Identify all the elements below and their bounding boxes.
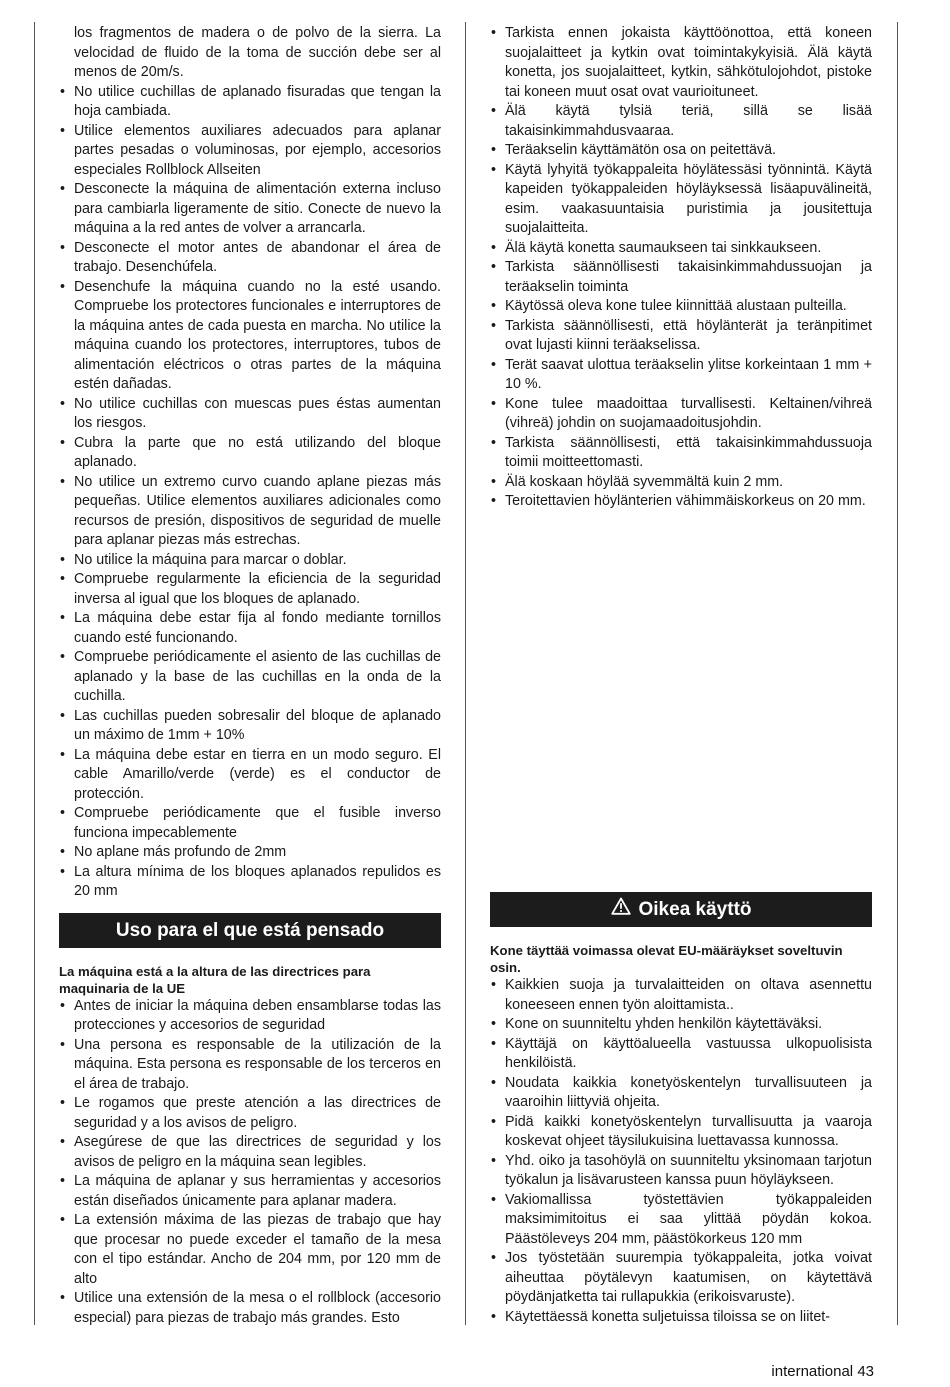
list-item: • Compruebe periódicamente que el fusible inverso funciona impecablemente: [59, 804, 441, 843]
list-item: • Una persona es responsable de la utilización de la máquina. Esta persona es responsable de los terceros en el área de trabajo.: [59, 1036, 441, 1095]
list-item: • Älä käytä konetta saumaukseen tai sinkkaukseen.: [490, 239, 872, 259]
section-heading-text: Uso para el que está pensado: [115, 919, 385, 941]
list-item: • Tarkista säännöllisesti, että takaisinkimmahdussuoja toimii moitteettomasti.: [490, 434, 872, 473]
bullet-list: [59, 83, 441, 902]
section-subheading: Kone täyttää voimassa olevat EU-määräykset soveltuvin osin.: [490, 943, 843, 975]
page-footer: [771, 1363, 874, 1380]
right-margin-rule: [897, 22, 898, 1325]
list-item: • Utilice una extensión de la mesa o el rollblock (accesorio especial) para piezas de trabajo más grandes. Esto: [59, 1289, 441, 1328]
list-item: • Las cuchillas pueden sobresalir del bloque de aplanado un máximo de 1mm + 10%: [59, 707, 441, 746]
section-heading: [490, 892, 872, 927]
list-item: • La máquina de aplanar y sus herramientas y accesorios están diseñados únicamente para aplanar madera.: [59, 1172, 441, 1211]
list-item: • Desconecte el motor antes de abandonar el área de trabajo. Desenchúfela.: [59, 239, 441, 278]
list-item: • Teroitettavien höylänterien vähimmäiskorkeus on 20 mm.: [490, 492, 872, 512]
list-item: • Kaikkien suoja ja turvalaitteiden on oltava asennettu koneeseen ennen työn aloittamista..: [490, 976, 872, 1015]
list-item: • Tarkista säännöllisesti takaisinkimmahdussuojan ja teräakselin toiminta: [490, 258, 872, 297]
list-item: • Jos työstetään suurempia työkappaleita, jotka voivat aiheuttaa pöytälevyn kaatumisen, on käytettävä pöydänjatketta tai rullapukkia (erikoisvaruste).: [490, 1249, 872, 1308]
list-item: • Desenchufe la máquina cuando no la esté usando. Compruebe los protectores funcionales e interruptores de la máquina antes de cada puesta en marcha. No utilice la máquina cuando los protectores, interruptores, tubos de alimentación eléctricos o otras partes de la máquina estén dañadas.: [59, 278, 441, 395]
bullet-list: [490, 976, 872, 1327]
left-column: [59, 24, 441, 1328]
list-item: • Pidä kaikki konetyöskentelyn turvallisuutta ja vaaroja koskevat ohjeet täysilukuisina luettavassa kunnossa.: [490, 1113, 872, 1152]
bullet-list: [490, 24, 872, 512]
list-item: • No utilice un extremo curvo cuando aplane piezas más pequeñas. Utilice elementos auxiliares adicionales como recursos de presión, dispositivos de seguridad de muelle para aplanar piezas más estrechas.: [59, 473, 441, 551]
list-item: • No utilice la máquina para marcar o doblar.: [59, 551, 441, 571]
list-item: • Asegúrese de que las directrices de seguridad y los avisos de peligro en la máquina sean legibles.: [59, 1133, 441, 1172]
list-item: • Kone tulee maadoittaa turvallisesti. Keltainen/vihreä (vihreä) johdin on suojamaadoitusjohdin.: [490, 395, 872, 434]
list-item: • Tarkista säännöllisesti, että höylänterät ja teränpitimet ovat lujasti kiinni teräakselissa.: [490, 317, 872, 356]
list-item: • Antes de iniciar la máquina deben ensamblarse todas las protecciones y accesorios de seguridad: [59, 997, 441, 1036]
list-item: • Terät saavat ulottua teräakselin ylitse korkeintaan 1 mm + 10 %.: [490, 356, 872, 395]
page-number: 43: [857, 1363, 874, 1380]
list-item: • Älä koskaan höylää syvemmältä kuin 2 mm.: [490, 473, 872, 493]
list-item: • No aplane más profundo de 2mm: [59, 843, 441, 863]
list-item: • Yhd. oiko ja tasohöylä on suunniteltu yksinomaan tarjotun työkalun ja lisävarusteen kanssa puun höyläykseen.: [490, 1152, 872, 1191]
list-item: • La altura mínima de los bloques aplanados repulidos es 20 mm: [59, 863, 441, 902]
section-heading: [59, 913, 441, 948]
continued-text: los fragmentos de madera o de polvo de la sierra. La velocidad de fluido de la toma de succión debe ser al menos de 20m/s.: [74, 25, 441, 80]
list-item: • La máquina debe estar en tierra en un modo seguro. El cable Amarillo/verde (verde) es el conductor de protección.: [59, 746, 441, 805]
list-item: • Desconecte la máquina de alimentación externa incluso para cambiarla ligeramente de sitio. Conecte de nuevo la máquina a la red antes de volver a arrancarla.: [59, 180, 441, 239]
section-heading-text: Oikea käyttö: [638, 899, 752, 920]
right-column: [490, 24, 872, 512]
list-item: • Älä käytä tylsiä teriä, sillä se lisää takaisinkimmahdusvaaraa.: [490, 102, 872, 141]
list-item: • Compruebe periódicamente el asiento de las cuchillas de aplanado y la base de las cuchillas en la onda de la cuchilla.: [59, 648, 441, 707]
list-item: • Tarkista ennen jokaista käyttöönottoa, että koneen suojalaitteet ja kytkin ovat toimintakykyisiä. Älä käytä konetta, jos suojalaitteet, kytkin, sähkötulojohdot, pistoke tai koneen muut osat ovat vaurioituneet.: [490, 24, 872, 102]
list-item: • Cubra la parte que no está utilizando del bloque aplanado.: [59, 434, 441, 473]
column-divider-rule: [465, 22, 466, 1325]
list-item: • Teräakselin käyttämätön osa on peitettävä.: [490, 141, 872, 161]
list-item: • Käytössä oleva kone tulee kiinnittää alustaan pulteilla.: [490, 297, 872, 317]
list-item: • La máquina debe estar fija al fondo mediante tornillos cuando esté funcionando.: [59, 609, 441, 648]
right-column-lower: [490, 892, 872, 1327]
left-margin-rule: [34, 22, 35, 1325]
list-item: • Utilice elementos auxiliares adecuados para aplanar partes pesadas o voluminosas, por ejemplo, accesorios especiales Rollblock Allseiten: [59, 122, 441, 181]
list-item: • Noudata kaikkia konetyöskentelyn turvallisuuteen ja vaaroihin liittyviä ohjeita.: [490, 1074, 872, 1113]
section-subheading: La máquina está a la altura de las directrices para maquinaria de la UE: [59, 963, 371, 996]
list-item: • No utilice cuchillas con muescas pues éstas aumentan los riesgos.: [59, 395, 441, 434]
list-item: • Käytettäessä konetta suljetuissa tiloissa se on liitet-: [490, 1308, 872, 1328]
list-item: • Vakiomallissa työstettävien työkappaleiden maksimimitoitus ei saa ylittää pöydän kokoa. Päästöleveys 204 mm, päästökorkeus 120 mm: [490, 1191, 872, 1250]
footer-label: international: [771, 1363, 854, 1380]
list-item: • Le rogamos que preste atención a las directrices de seguridad y a los avisos de peligro.: [59, 1094, 441, 1133]
list-item: • Kone on suunniteltu yhden henkilön käytettäväksi.: [490, 1015, 872, 1035]
list-item: • Käytä lyhyitä työkappaleita höylätessäsi työnnintä. Käytä kapeiden työkappaleiden höyläyksessä lisäapuvälineitä, esim. vaakasuuntaisia puristimia ja jousitettuja suojalaitteita.: [490, 161, 872, 239]
warning-triangle-icon: [611, 892, 631, 927]
list-item: • Compruebe regularmente la eficiencia de la seguridad inversa al igual que los bloques de aplanado.: [59, 570, 441, 609]
bullet-list: [59, 997, 441, 1329]
list-item: • Käyttäjä on käyttöalueella vastuussa ulkopuolisista henkilöistä.: [490, 1035, 872, 1074]
list-item: • No utilice cuchillas de aplanado fisuradas que tengan la hoja cambiada.: [59, 83, 441, 122]
list-item: • La extensión máxima de las piezas de trabajo que hay que procesar no puede exceder el tamaño de la mesa con el tipo estándar. Ancho de 204 mm, por 120 mm de alto: [59, 1211, 441, 1289]
